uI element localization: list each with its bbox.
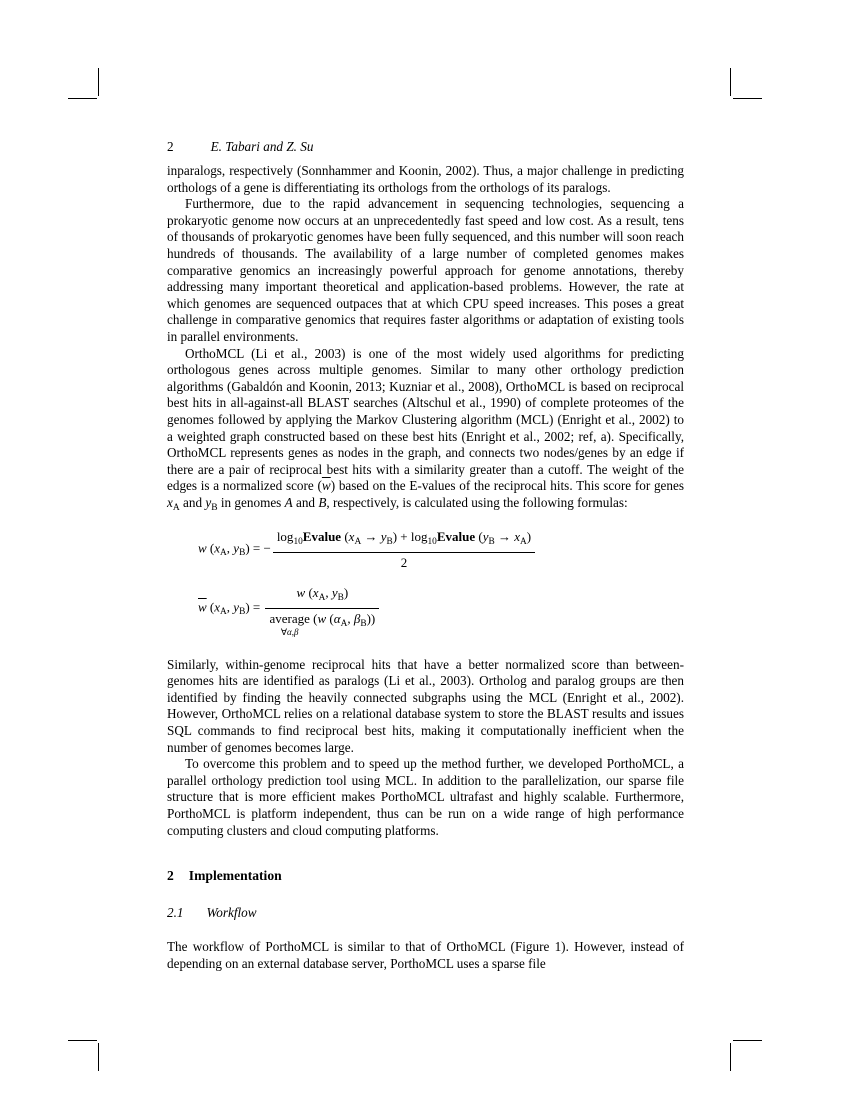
text-segment: A	[520, 537, 527, 548]
text-segment: (	[206, 540, 215, 556]
text-segment: (	[475, 529, 483, 545]
text-segment: A	[220, 607, 227, 618]
text-segment: B	[239, 548, 246, 559]
text-segment: A	[284, 494, 293, 510]
text-segment: y	[233, 599, 240, 615]
text-segment: $\overline{w}$	[321, 478, 331, 494]
page-number: 2	[167, 139, 174, 154]
text-segment: in genomes	[217, 494, 285, 510]
text-segment: ,	[347, 610, 354, 626]
text-segment: The workflow of PorthoMCL is similar to that of OrthoMCL (Figure 1). However, instead of depending on an external database server, PorthoMCL uses a sparse file	[167, 939, 684, 971]
fraction	[265, 584, 379, 637]
text-segment: Furthermore, due to the rapid advancement in sequencing technologies, sequencing a prokaryotic genome now occurs at an unprecedentedly fast speed and low cost. As a result, tens of thousands of prokaryotic genomes have been fully sequenced, and this number will soon reach hundreds of thousands. The availability of a large number of completed genomes makes comparative genomics an increasingly powerful approach for genome annotations, thereby addressing many important theoretical and application-based problems. However, the rate at which genomes are sequenced outpaces that at which CPU speed increases. This poses a great challenge in comparative genomics that requires faster algorithms or adaptation of existing tools in parallel environments.	[167, 196, 684, 344]
article-body	[167, 163, 684, 972]
text-segment: ) = −	[245, 540, 271, 556]
equation-group	[167, 528, 684, 637]
text-segment: A	[318, 592, 326, 603]
crop-mark-top-left-horizontal	[68, 98, 97, 99]
section-number: 2	[167, 868, 174, 884]
text-segment: , respectively, is calculated using the following formulas:	[326, 494, 628, 510]
text-segment: Evalue	[436, 529, 476, 545]
crop-mark-top-left-vertical	[98, 68, 99, 96]
text-segment: ))	[366, 610, 376, 626]
text-segment: )	[526, 529, 532, 545]
running-head	[167, 139, 684, 155]
text-segment: B	[488, 537, 495, 548]
paragraph	[167, 657, 684, 757]
text-segment: )	[343, 585, 349, 601]
text-segment: β	[353, 610, 361, 626]
under-script-sub	[281, 628, 299, 637]
text-segment: ,	[226, 540, 234, 556]
section-heading	[167, 867, 684, 884]
text-segment: (	[206, 599, 215, 615]
text-segment: α	[333, 610, 341, 626]
text-segment: x	[514, 529, 521, 545]
text-segment: y	[482, 529, 489, 545]
text-segment: ,	[291, 626, 295, 637]
fraction	[273, 528, 535, 571]
text-segment: (	[326, 610, 334, 626]
text-segment: inparalogs, respectively (Sonnhammer and Koonin, 2002). Thus, a major challenge in predicting orthologs of a gene is differentiating its orthologs from the orthologs of its paralogs.	[167, 163, 684, 195]
paragraph	[167, 196, 684, 345]
text-segment: average	[269, 610, 310, 626]
text-segment: B	[337, 592, 344, 603]
text-segment: and	[292, 494, 319, 510]
text-segment: y	[331, 585, 338, 601]
section-number: 2.1	[167, 905, 184, 921]
section-title: Implementation	[188, 868, 282, 884]
paragraph	[167, 939, 684, 972]
paragraph	[167, 163, 684, 196]
text-segment: A	[354, 537, 362, 548]
subsection-heading	[167, 904, 684, 921]
equation	[198, 584, 684, 637]
text-segment: ) based on the E-values of the reciprocal hits. This score for genes	[330, 478, 684, 494]
fraction-numerator	[265, 584, 379, 608]
text-segment: Similarly, within-genome reciprocal hits that have a better normalized score than between-genomes hits are identified as paralogs (Li et al., 2003). Ortholog and paralog groups are then identified by finding the heavily connected subgraphs using the MCL (Enright et al., 2002). However, OrthoMCL relies on a relational database system to store the BLAST results and issues SQL commands to find reciprocal best hits, making it computationally inefficient when the number of genomes becomes large.	[167, 656, 684, 755]
text-segment: x	[214, 599, 221, 615]
section-title: Workflow	[206, 905, 257, 921]
fraction-denominator	[265, 608, 379, 637]
text-segment: OrthoMCL (Li et al., 2003) is one of the most widely used algorithms for predicting orthologous genes across multiple genomes. Similar to many other orthology prediction algorithms (Gabaldón and Koonin, 2013; Kuzniar et al., 2008), OrthoMCL is based on reciprocal best hits in all-against-all BLAST searches (Altschul et al., 1990) of complete proteomes of the genomes followed by applying the Markov Clustering algorithm (MCL) (Enright et al., 2002) to a weighted graph constructed based on these best hits (Enright et al., 2002; ref, a). Specifically, OrthoMCL represents genes as nodes in the graph, and connects two nodes/genes by an edge if there are a pair of reciprocal best hits with a similarity greater than a cutoff. The weight of the edges is a normalized score (	[167, 345, 684, 494]
text-segment: x	[214, 540, 221, 556]
text-segment: →	[494, 529, 515, 545]
text-segment: B	[360, 618, 367, 629]
text-segment: w	[296, 585, 306, 601]
text-segment: B	[239, 607, 246, 618]
crop-mark-bottom-right-horizontal	[733, 1040, 762, 1041]
text-segment: ,	[325, 585, 332, 601]
equation	[198, 528, 684, 571]
text-segment: A	[172, 502, 180, 513]
text-segment: β	[294, 626, 299, 637]
text-segment: 10	[293, 537, 303, 548]
text-segment: ,	[226, 599, 234, 615]
text-segment: 10	[427, 537, 437, 548]
fraction-numerator	[273, 528, 535, 552]
text-segment: (	[309, 610, 318, 626]
text-segment: 2	[400, 555, 408, 571]
text-segment: ) =	[245, 599, 264, 615]
text-segment: ∀	[280, 626, 288, 637]
text-segment: A	[340, 618, 348, 629]
fraction-denominator	[273, 552, 535, 571]
paragraph	[167, 756, 684, 839]
text-segment: (	[305, 585, 313, 601]
text-segment: w	[317, 610, 327, 626]
text-segment: ) + log	[392, 529, 428, 545]
text-segment: w	[198, 540, 207, 556]
text-segment: x	[312, 585, 319, 601]
crop-mark-top-right-vertical	[730, 68, 731, 96]
text-segment: log	[276, 529, 294, 545]
text-segment: B	[386, 537, 393, 548]
under-script	[269, 610, 310, 637]
text-segment: y	[205, 494, 212, 510]
text-segment: α	[287, 626, 292, 637]
text-segment: B	[318, 494, 327, 510]
text-segment: x	[167, 494, 173, 510]
paragraph	[167, 346, 684, 517]
text-segment: $\overline{w}$	[198, 599, 207, 615]
text-segment: B	[211, 502, 218, 513]
text-segment: →	[361, 529, 381, 545]
text-segment: Evalue	[302, 529, 342, 545]
text-segment: A	[220, 548, 227, 559]
text-segment: (	[341, 529, 349, 545]
under-script-base	[269, 611, 309, 626]
text-segment: and	[179, 494, 206, 510]
crop-mark-bottom-right-vertical	[730, 1043, 731, 1071]
text-segment: y	[380, 529, 387, 545]
text-segment: y	[233, 540, 240, 556]
crop-mark-bottom-left-horizontal	[68, 1040, 97, 1041]
running-head-authors: E. Tabari and Z. Su	[210, 139, 314, 154]
text-segment: To overcome this problem and to speed up the method further, we developed PorthoMCL, a parallel orthology prediction tool using MCL. In addition to the parallelization, our sparse file structure that is more efficient makes PorthoMCL ultrafast and highly scalable. Furthermore, PorthoMCL is platform independent, thus can be run on a wide range of high performance computing clusters and cloud computing platforms.	[167, 756, 684, 838]
crop-mark-top-right-horizontal	[733, 98, 762, 99]
text-segment: x	[348, 529, 355, 545]
crop-mark-bottom-left-vertical	[98, 1043, 99, 1071]
